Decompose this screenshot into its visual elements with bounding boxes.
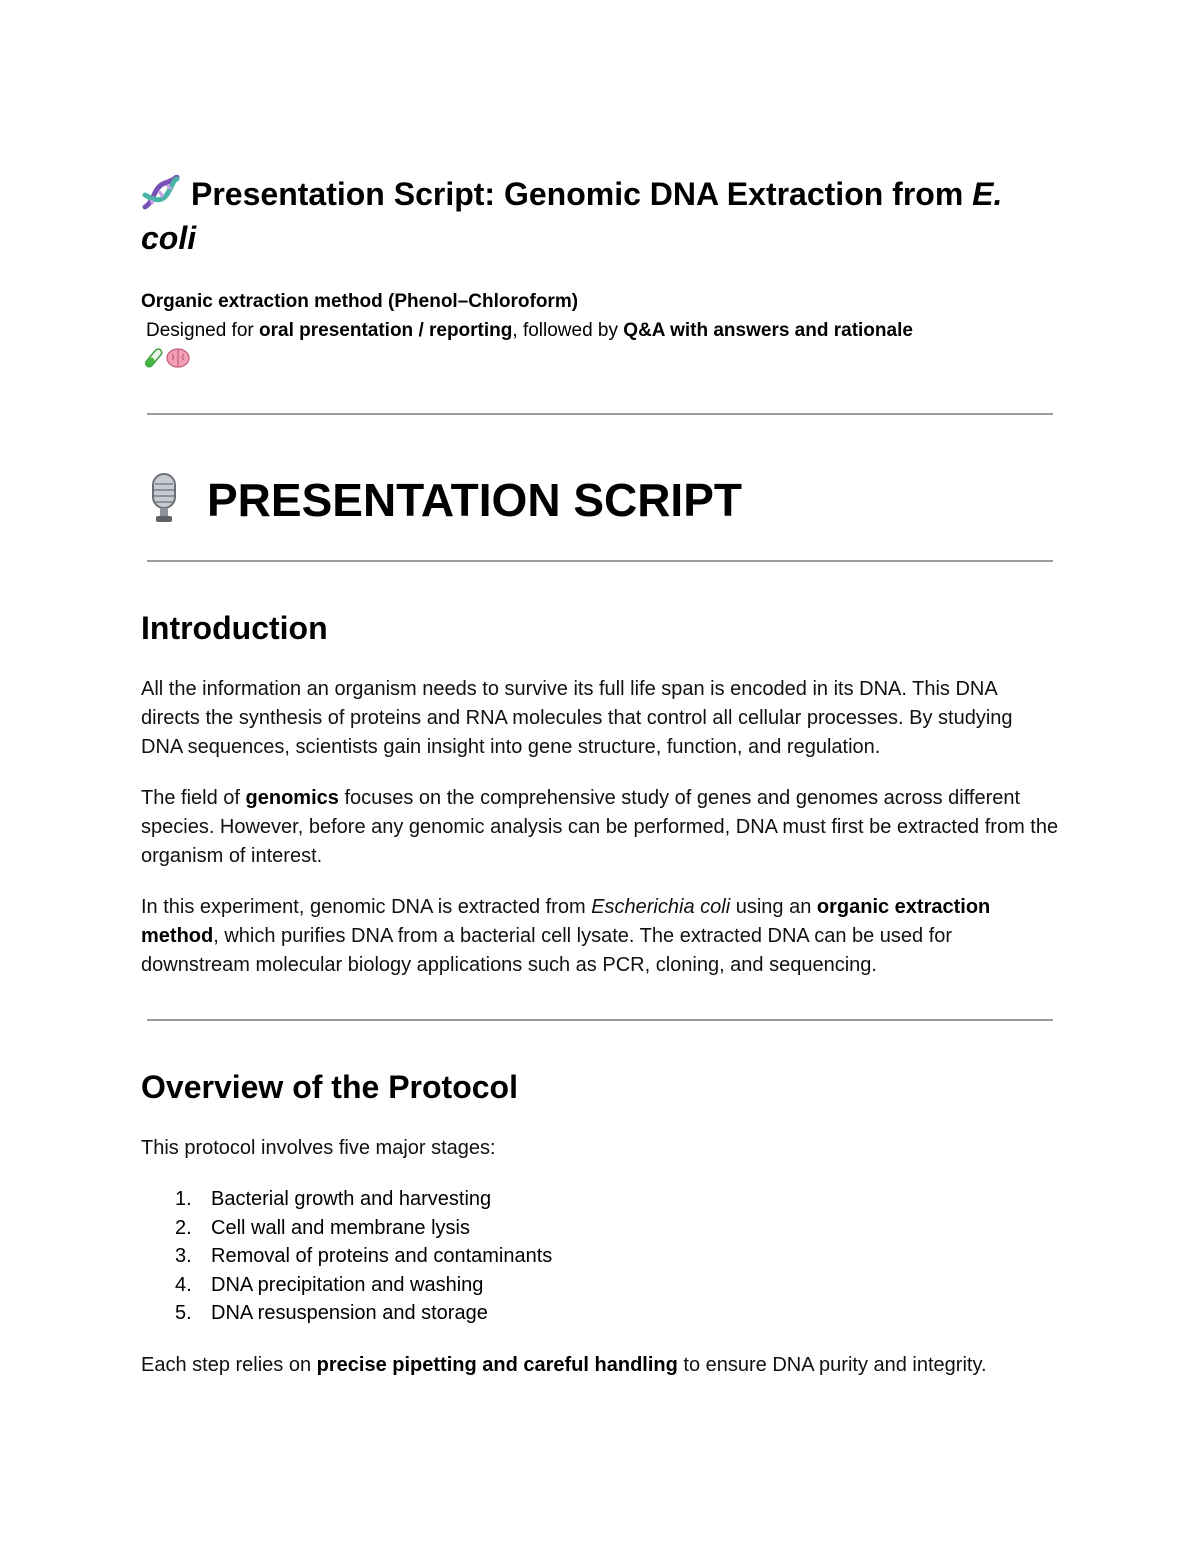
overview-lead: This protocol involves five major stages: [141,1137,496,1159]
microphone-icon [141,472,189,526]
list-item: 2. Cell wall and membrane lysis [175,1216,470,1239]
list-item: 3. Removal of proteins and contaminants [175,1245,553,1268]
designed-for-line: Designed for oral presentation / reporting, followed by Q&A with answers and rationale [146,320,913,341]
brain-icon [165,346,191,370]
divider [147,413,1053,415]
stages-list [141,1185,552,1328]
intro-paragraph-3: In this experiment, genomic DNA is extracted from Escherichia coli using an organic extraction method, which purifies DNA from a bacterial cell lysate. The extracted DNA can be used for downstream molecular biology applications such as PCR, cloning, and sequencing. [141,896,991,976]
divider [147,560,1053,562]
intro-paragraph-2: The field of genomics focuses on the comprehensive study of genes and genomes across different species. However, before any genomic analysis can be performed, DNA must first be extracted from the organism of interest. [141,787,1059,867]
divider [147,1019,1053,1021]
document-title: Presentation Script: Genomic DNA Extraction from E. coli [141,176,1003,256]
presentation-script-heading: PRESENTATION SCRIPT [141,470,1059,530]
list-item: 5. DNA resuspension and storage [175,1302,488,1325]
method-subtitle: Organic extraction method (Phenol–Chloroform) [141,291,579,312]
test-tube-icon [141,346,165,370]
subtitle-emojis [141,346,191,372]
dna-icon [141,175,181,211]
list-item: 1. Bacterial growth and harvesting [175,1188,492,1210]
overview-heading: Overview of the Protocol [141,1069,518,1105]
intro-paragraph-1: All the information an organism needs to survive its full life span is encoded in its DNA. This DNA directs the synthesis of proteins and RNA molecules that control all cellular processes. By studying DNA sequences, scientists gain insight into gene structure, function, and regulation. [141,678,1013,758]
list-item: 4. DNA precipitation and washing [175,1273,484,1296]
overview-closing: Each step relies on precise pipetting and careful handling to ensure DNA purity and integrity. [141,1354,987,1376]
introduction-heading: Introduction [141,610,328,646]
